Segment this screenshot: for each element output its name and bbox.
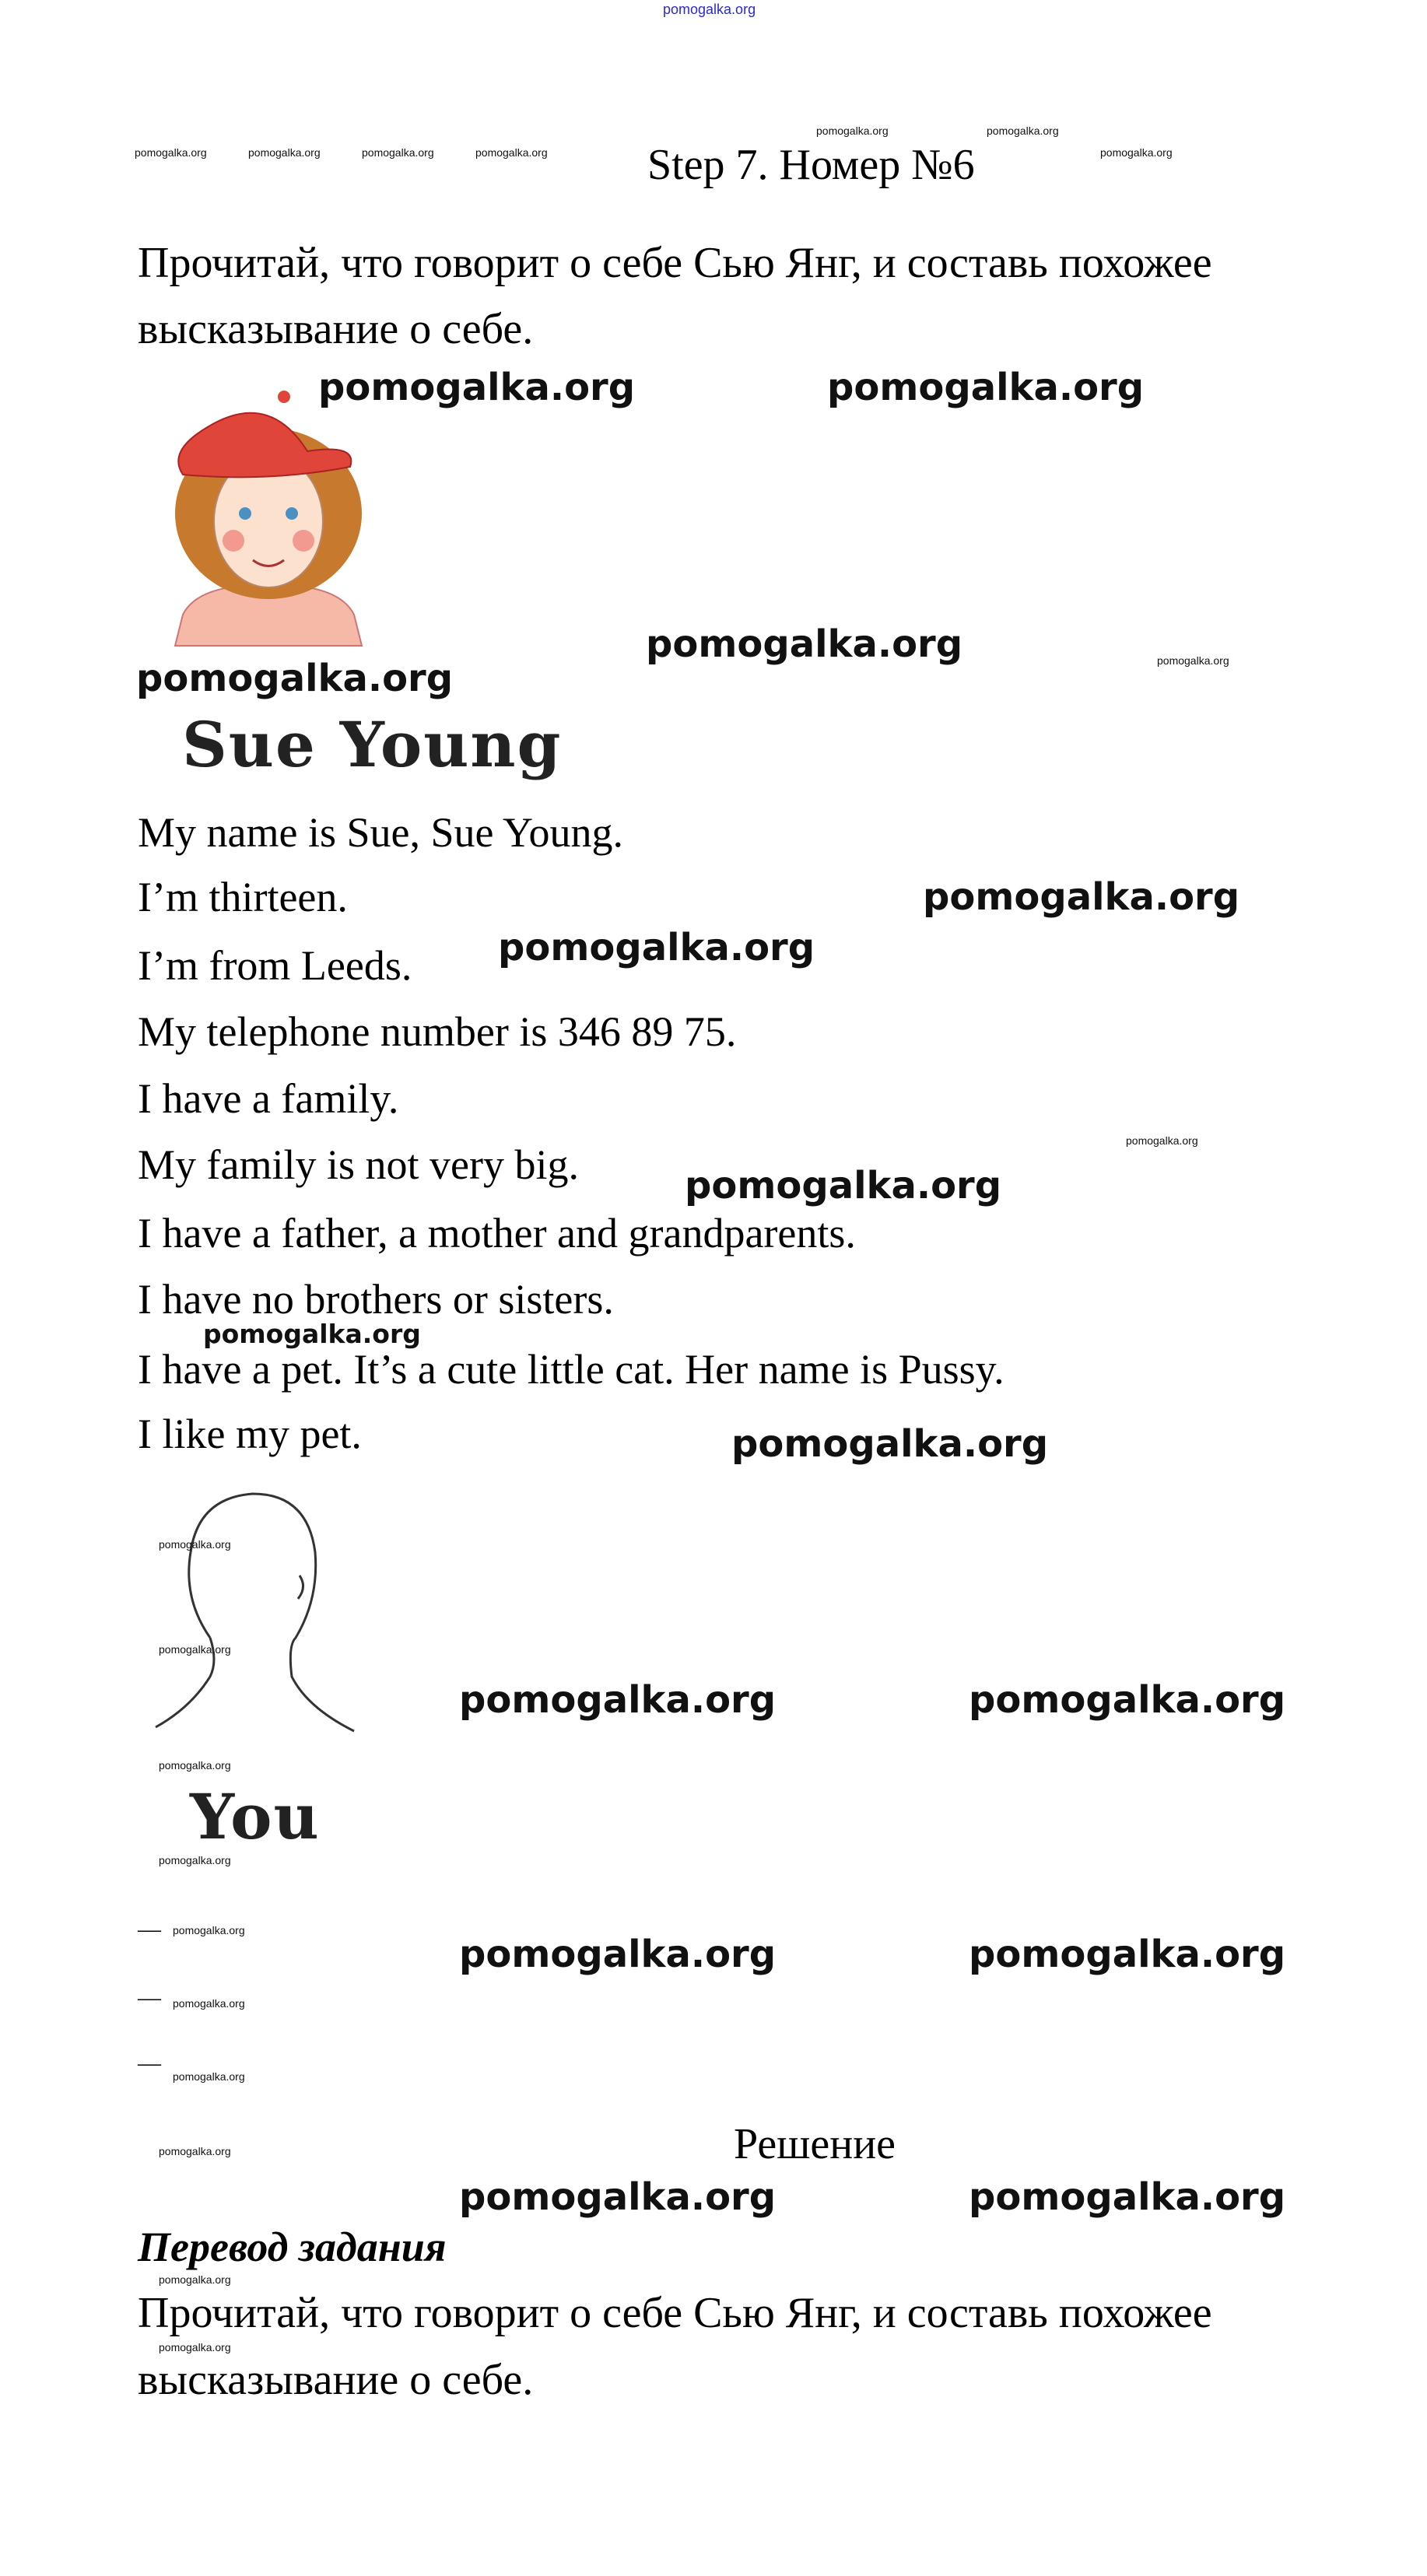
watermark: pomogalka.org [731, 1422, 1049, 1466]
sue-line: My telephone number is 346 89 75. [138, 1008, 737, 1055]
watermark: pomogalka.org [159, 1854, 231, 1866]
watermark: pomogalka.org [459, 1678, 777, 1722]
watermark: pomogalka.org [159, 1759, 231, 1772]
task-text-line2: высказывание о себе. [138, 305, 534, 353]
watermark: pomogalka.org [1100, 146, 1173, 159]
watermark: pomogalka.org [459, 1933, 777, 1976]
blank-line: — [138, 1916, 161, 1942]
watermark: pomogalka.org [203, 1319, 421, 1349]
blank-line: — [138, 2050, 161, 2076]
sue-line: My family is not very big. [138, 1141, 579, 1188]
watermark: pomogalka.org [159, 1538, 231, 1551]
sue-line: I have a family. [138, 1075, 399, 1122]
watermark: pomogalka.org [159, 2341, 231, 2353]
sue-line: I have a father, a mother and grandparents. [138, 1210, 856, 1256]
watermark: pomogalka.org [969, 1933, 1286, 1976]
translation-line2: высказывание о себе. [138, 2356, 534, 2404]
watermark: pomogalka.org [248, 146, 321, 159]
sue-young-heading: Sue Young [182, 708, 563, 781]
sue-line: I’m thirteen. [138, 874, 348, 920]
watermark: pomogalka.org [1126, 1134, 1198, 1147]
watermark: pomogalka.org [923, 875, 1240, 919]
task-text-line1: Прочитай, что говорит о себе Сью Янг, и составь похожее [138, 239, 1212, 287]
watermark: pomogalka.org [827, 366, 1145, 409]
watermark: pomogalka.org [646, 622, 963, 666]
watermark: pomogalka.org [159, 1643, 231, 1656]
watermark: pomogalka.org [159, 2273, 231, 2286]
watermark: pomogalka.org [987, 124, 1059, 137]
watermark: pomogalka.org [173, 1924, 245, 1936]
page-title: Step 7. Номер №6 [647, 141, 975, 189]
watermark: pomogalka.org [136, 657, 454, 700]
watermark: pomogalka.org [969, 2175, 1286, 2219]
watermark: pomogalka.org [318, 366, 636, 409]
watermark: pomogalka.org [173, 2070, 245, 2083]
watermark: pomogalka.org [135, 146, 207, 159]
watermark: pomogalka.org [685, 1164, 1002, 1207]
watermark: pomogalka.org [816, 124, 889, 137]
sue-line: I have a pet. It’s a cute little cat. Her name is Pussy. [138, 1346, 1005, 1393]
head-outline-image [152, 1482, 362, 1739]
sue-line: I like my pet. [138, 1411, 362, 1457]
sue-line: I have no brothers or sisters. [138, 1276, 614, 1323]
solution-heading: Решение [734, 2120, 896, 2168]
blank-line: — [138, 1985, 161, 2010]
translation-heading: Перевод задания [138, 2224, 447, 2270]
sue-line: I’m from Leeds. [138, 942, 412, 989]
sue-line: My name is Sue, Sue Young. [138, 809, 624, 856]
watermark: pomogalka.org [1157, 654, 1229, 667]
translation-line1: Прочитай, что говорит о себе Сью Янг, и составь похожее [138, 2289, 1212, 2337]
watermark: pomogalka.org [173, 1997, 245, 2010]
watermark: pomogalka.org [475, 146, 548, 159]
sue-portrait-image [152, 381, 385, 654]
watermark: pomogalka.org [159, 2145, 231, 2157]
watermark: pomogalka.org [969, 1678, 1286, 1722]
you-heading: You [190, 1780, 321, 1853]
watermark: pomogalka.org [498, 926, 815, 969]
watermark-top: pomogalka.org [663, 2, 756, 17]
watermark: pomogalka.org [459, 2175, 777, 2219]
watermark: pomogalka.org [362, 146, 434, 159]
